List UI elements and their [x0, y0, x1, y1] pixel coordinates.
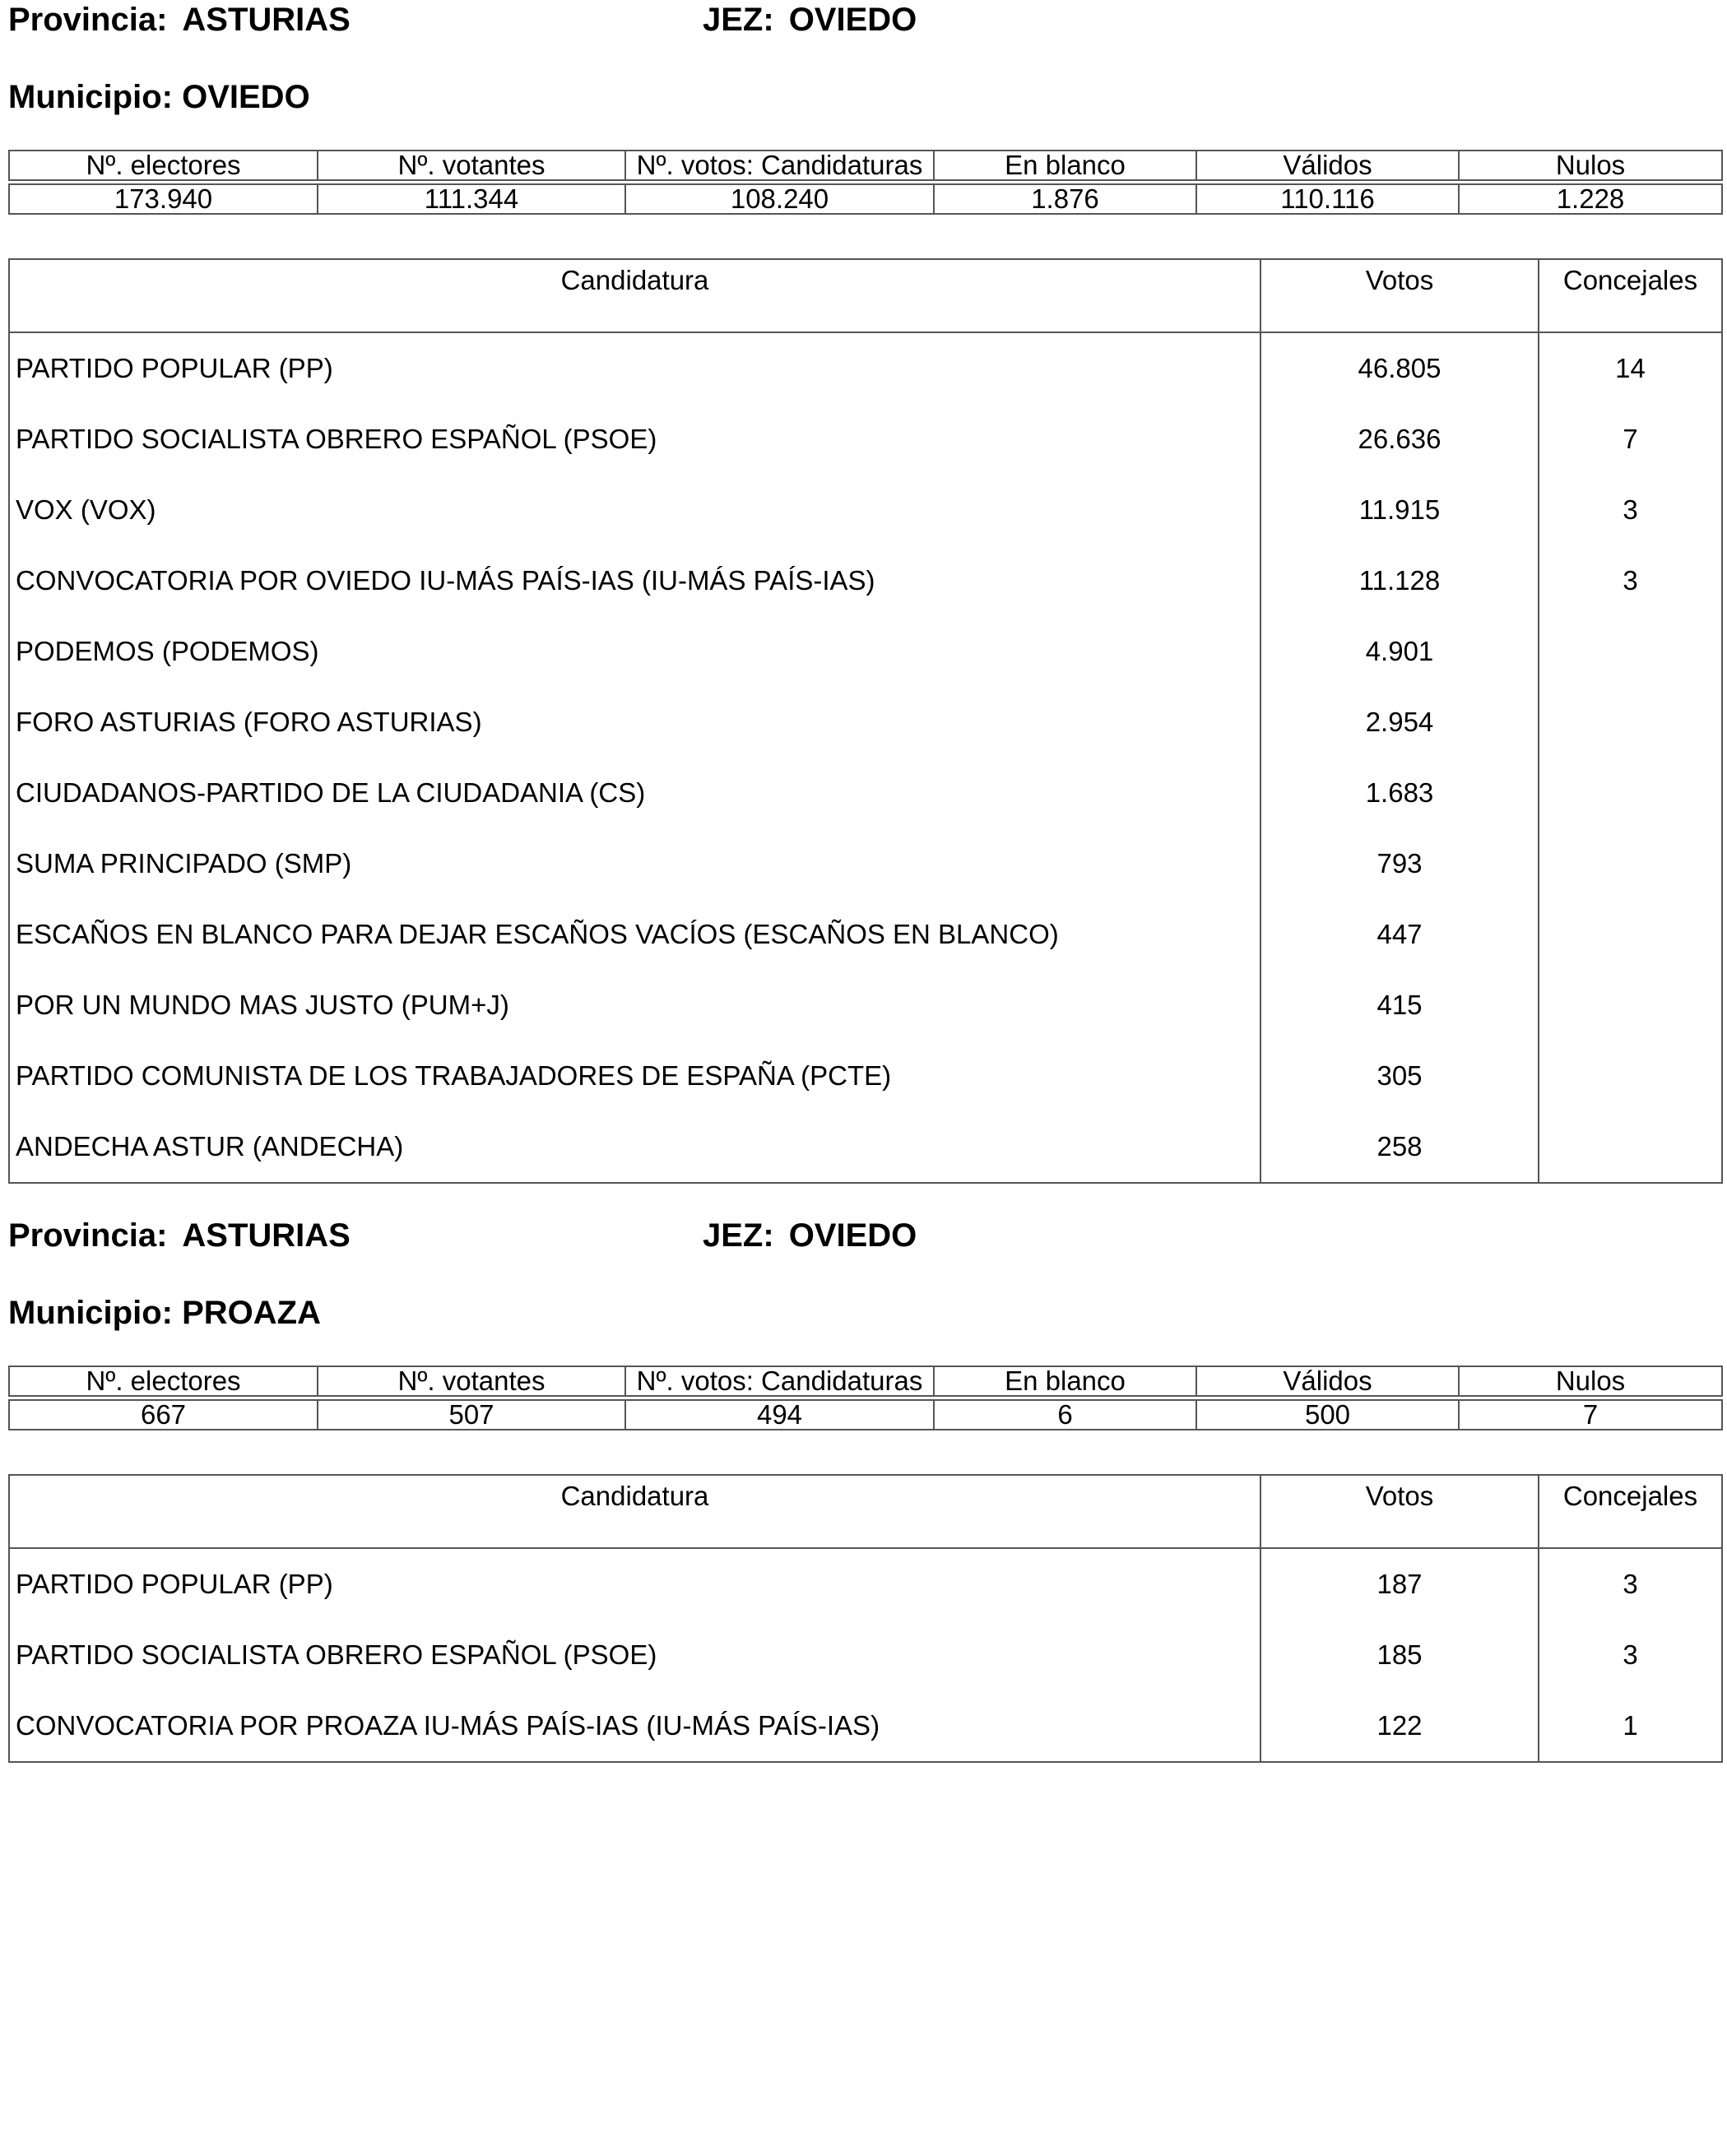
candidatura-name: PODEMOS (PODEMOS)	[9, 616, 1260, 687]
stats-header-row	[9, 151, 1722, 180]
candidatura-row	[9, 404, 1722, 475]
municipio-line	[8, 77, 310, 117]
col-votos-candidaturas: Nº. votos: Candidaturas	[625, 1366, 934, 1396]
candidatura-votos: 11.128	[1260, 545, 1539, 616]
candidatura-name: POR UN MUNDO MAS JUSTO (PUM+J)	[9, 970, 1260, 1041]
col-validos: Válidos	[1196, 151, 1459, 180]
val-votos-candidaturas: 494	[625, 1400, 934, 1430]
col-en-blanco: En blanco	[934, 151, 1196, 180]
col-concejales: Concejales	[1539, 259, 1722, 332]
col-nulos: Nulos	[1459, 1366, 1722, 1396]
candidatura-name: PARTIDO POPULAR (PP)	[9, 1548, 1260, 1620]
candidatura-row	[9, 828, 1722, 899]
provincia-label: Provincia:	[8, 2, 168, 38]
col-votos: Votos	[1260, 259, 1539, 332]
val-validos: 110.116	[1196, 184, 1459, 214]
candidatura-votos: 185	[1260, 1620, 1539, 1690]
candidatura-concejales	[1539, 758, 1722, 828]
candidatura-name: CONVOCATORIA POR PROAZA IU-MÁS PAÍS-IAS (IU-MÁS PAÍS-IAS)	[9, 1690, 1260, 1762]
municipio-value: OVIEDO	[182, 79, 310, 115]
provincia-value: ASTURIAS	[182, 2, 351, 38]
candidatura-concejales: 7	[1539, 404, 1722, 475]
val-votantes: 111.344	[318, 184, 625, 214]
col-validos: Válidos	[1196, 1366, 1459, 1396]
stats-table	[8, 1365, 1723, 1430]
candidatura-votos: 187	[1260, 1548, 1539, 1620]
candidatura-name: PARTIDO COMUNISTA DE LOS TRABAJADORES DE ESPAÑA (PCTE)	[9, 1041, 1260, 1111]
stats-table	[8, 150, 1723, 215]
candidatura-row	[9, 687, 1722, 758]
candidatura-concejales	[1539, 687, 1722, 758]
val-en-blanco: 1.876	[934, 184, 1196, 214]
col-votantes: Nº. votantes	[318, 151, 625, 180]
candidatura-concejales	[1539, 970, 1722, 1041]
candidatura-concejales	[1539, 828, 1722, 899]
candidatura-row	[9, 758, 1722, 828]
candidaturas-header-row	[9, 1475, 1722, 1548]
candidatura-votos: 258	[1260, 1111, 1539, 1183]
jez-line	[703, 0, 917, 39]
candidatura-row	[9, 1620, 1722, 1690]
col-votos: Votos	[1260, 1475, 1539, 1548]
candidatura-concejales: 3	[1539, 475, 1722, 545]
jez-label: JEZ:	[703, 1217, 774, 1254]
candidaturas-table	[8, 258, 1723, 1184]
candidatura-row	[9, 1548, 1722, 1620]
candidaturas-table	[8, 1474, 1723, 1763]
candidatura-name: CONVOCATORIA POR OVIEDO IU-MÁS PAÍS-IAS (IU-MÁS PAÍS-IAS)	[9, 545, 1260, 616]
val-electores: 173.940	[9, 184, 318, 214]
candidatura-concejales	[1539, 1041, 1722, 1111]
col-votantes: Nº. votantes	[318, 1366, 625, 1396]
jez-label: JEZ:	[703, 2, 774, 38]
col-candidatura: Candidatura	[9, 259, 1260, 332]
candidatura-votos: 1.683	[1260, 758, 1539, 828]
candidatura-name: ESCAÑOS EN BLANCO PARA DEJAR ESCAÑOS VACÍOS (ESCAÑOS EN BLANCO)	[9, 899, 1260, 970]
candidatura-votos: 447	[1260, 899, 1539, 970]
stats-value-row	[9, 1400, 1722, 1430]
candidatura-votos: 122	[1260, 1690, 1539, 1762]
provincia-line	[8, 0, 351, 39]
candidatura-name: FORO ASTURIAS (FORO ASTURIAS)	[9, 687, 1260, 758]
provincia-value: ASTURIAS	[182, 1217, 351, 1254]
candidatura-votos: 4.901	[1260, 616, 1539, 687]
candidatura-votos: 46.805	[1260, 332, 1539, 404]
candidatura-row	[9, 970, 1722, 1041]
candidatura-concejales: 14	[1539, 332, 1722, 404]
val-votos-candidaturas: 108.240	[625, 184, 934, 214]
stats-header-row	[9, 1366, 1722, 1396]
col-electores: Nº. electores	[9, 1366, 318, 1396]
municipio-label: Municipio:	[8, 79, 173, 115]
candidatura-name: PARTIDO POPULAR (PP)	[9, 332, 1260, 404]
candidatura-row	[9, 899, 1722, 970]
val-nulos: 7	[1459, 1400, 1722, 1430]
candidatura-concejales	[1539, 616, 1722, 687]
val-electores: 667	[9, 1400, 318, 1430]
candidatura-votos: 415	[1260, 970, 1539, 1041]
candidatura-row	[9, 332, 1722, 404]
candidatura-concejales: 3	[1539, 1620, 1722, 1690]
val-en-blanco: 6	[934, 1400, 1196, 1430]
candidatura-name: ANDECHA ASTUR (ANDECHA)	[9, 1111, 1260, 1183]
candidatura-concejales: 3	[1539, 1548, 1722, 1620]
col-candidatura: Candidatura	[9, 1475, 1260, 1548]
candidatura-name: CIUDADANOS-PARTIDO DE LA CIUDADANIA (CS)	[9, 758, 1260, 828]
candidatura-votos: 11.915	[1260, 475, 1539, 545]
candidatura-concejales	[1539, 1111, 1722, 1183]
candidatura-row	[9, 475, 1722, 545]
provincia-label: Provincia:	[8, 1217, 168, 1254]
val-votantes: 507	[318, 1400, 625, 1430]
candidatura-votos: 793	[1260, 828, 1539, 899]
stats-value-row	[9, 184, 1722, 214]
col-nulos: Nulos	[1459, 151, 1722, 180]
candidatura-name: VOX (VOX)	[9, 475, 1260, 545]
municipio-line	[8, 1293, 321, 1333]
col-votos-candidaturas: Nº. votos: Candidaturas	[625, 151, 934, 180]
candidatura-row	[9, 545, 1722, 616]
candidatura-row	[9, 1111, 1722, 1183]
candidatura-name: PARTIDO SOCIALISTA OBRERO ESPAÑOL (PSOE)	[9, 404, 1260, 475]
col-electores: Nº. electores	[9, 151, 318, 180]
candidatura-concejales: 1	[1539, 1690, 1722, 1762]
candidatura-row	[9, 616, 1722, 687]
municipio-value: PROAZA	[182, 1295, 321, 1331]
candidatura-votos: 305	[1260, 1041, 1539, 1111]
municipio-label: Municipio:	[8, 1295, 173, 1331]
col-en-blanco: En blanco	[934, 1366, 1196, 1396]
candidatura-name: PARTIDO SOCIALISTA OBRERO ESPAÑOL (PSOE)	[9, 1620, 1260, 1690]
candidatura-name: SUMA PRINCIPADO (SMP)	[9, 828, 1260, 899]
col-concejales: Concejales	[1539, 1475, 1722, 1548]
candidatura-votos: 26.636	[1260, 404, 1539, 475]
candidatura-row	[9, 1041, 1722, 1111]
jez-value: OVIEDO	[788, 2, 917, 38]
candidatura-concejales	[1539, 899, 1722, 970]
candidatura-concejales: 3	[1539, 545, 1722, 616]
val-nulos: 1.228	[1459, 184, 1722, 214]
candidaturas-header-row	[9, 259, 1722, 332]
candidatura-votos: 2.954	[1260, 687, 1539, 758]
provincia-line	[8, 1216, 351, 1255]
val-validos: 500	[1196, 1400, 1459, 1430]
candidatura-row	[9, 1690, 1722, 1762]
jez-line	[703, 1216, 917, 1255]
jez-value: OVIEDO	[788, 1217, 917, 1254]
